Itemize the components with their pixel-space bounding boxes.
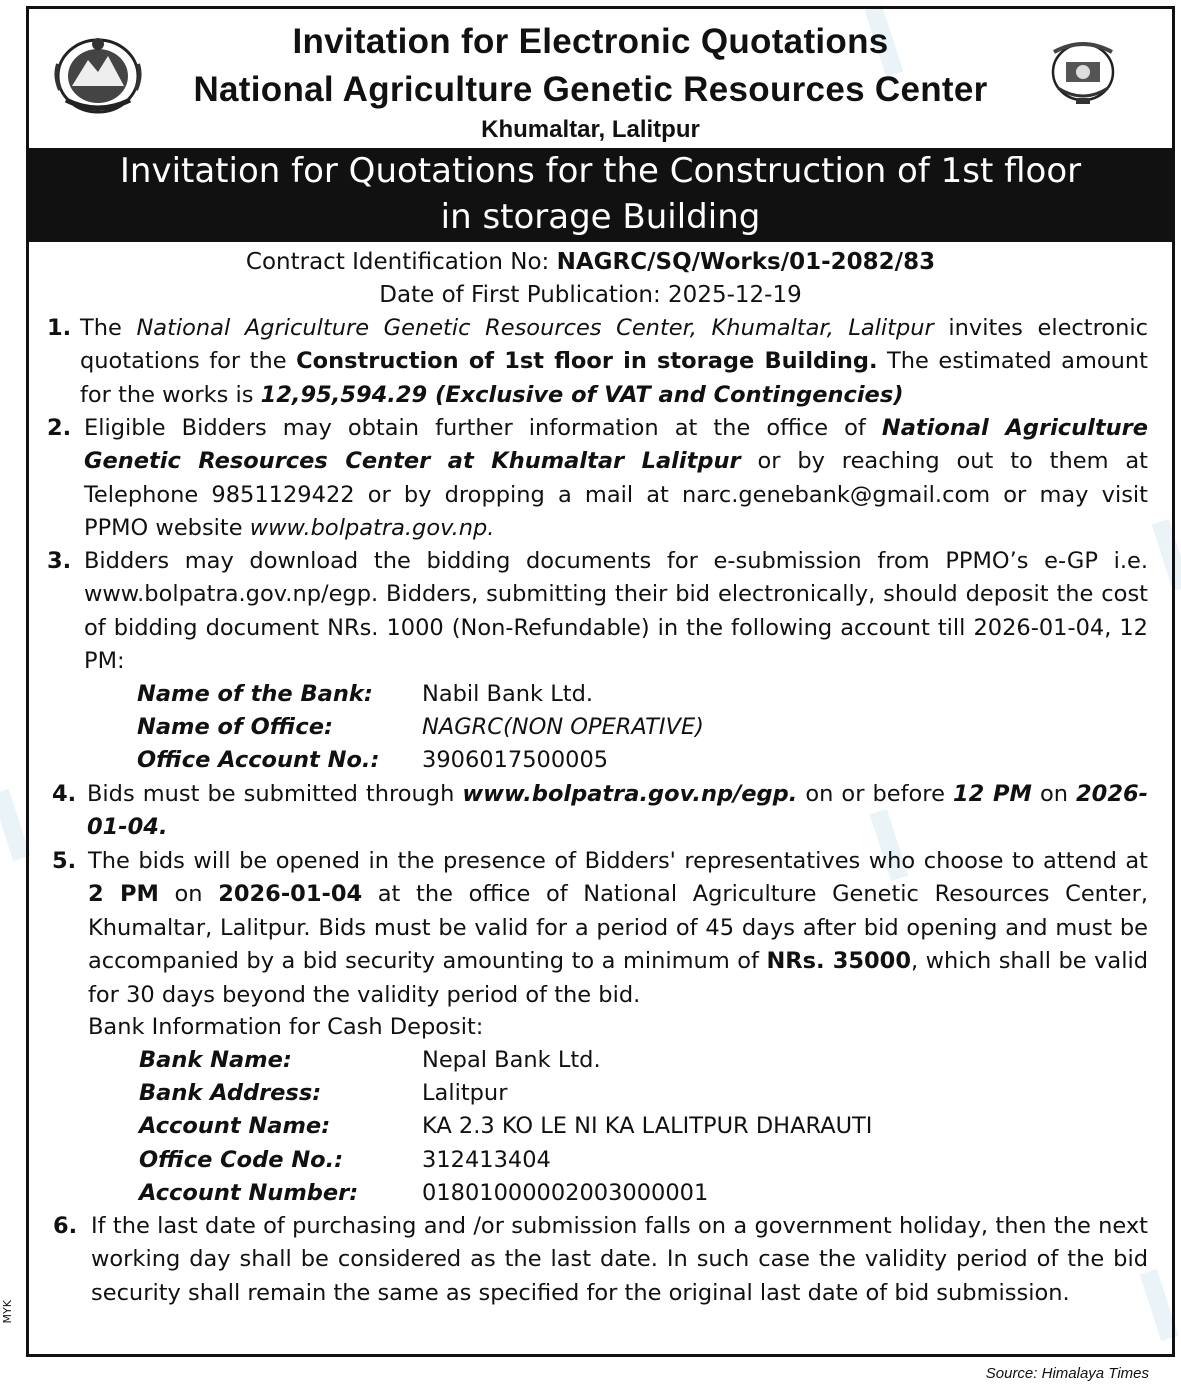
office-code-label: Office Code No.: [139,1147,344,1173]
organization-name: National Agriculture Genetic Resources Center, Khumaltar, Lalitpur [136,315,934,341]
ppmo-website: www.bolpatra.gov.np. [249,515,495,542]
office-name: National Agriculture Genetic Resources Center at Khumaltar Lalitpur [84,415,1149,475]
banner-line-2: in storage Building [440,197,761,237]
office-account-label: Office Account No.: [137,747,380,773]
item-6-text: If the last date of purchasing and /or submission falls on a government holiday, then the next working day shall be considered as the last date. In such case the validity period of the bid security shall remain the same as specified for the original last date of bid submission. [91,1213,1148,1306]
account-number-value: 01801000002003000001 [422,1180,709,1206]
office-account-value: 3906017500005 [422,747,609,773]
print-margin-mark: MYK [1,1300,14,1324]
title-line-1: Invitation for Electronic Quotations [292,22,889,61]
submission-website: www.bolpatra.gov.np/egp. [462,781,798,807]
subject-banner [29,148,1172,242]
item-5-number: 5. [52,848,77,874]
bank-address-value: Lalitpur [422,1080,508,1106]
contract-number: NAGRC/SQ/Works/01-2082/83 [556,249,936,275]
bank-info-heading: Bank Information for Cash Deposit: [88,1014,484,1040]
office-name-label: Name of Office: [137,714,333,740]
publication-date-line [0,279,1181,311]
submission-time: 12 PM [952,781,1032,807]
office-code-value: 312413404 [422,1147,551,1173]
opening-date: 2026-01-04 [218,881,363,908]
source-credit: Source: Himalaya Times [985,1365,1149,1382]
work-name: Construction of 1st floor in storage Building. [296,348,878,375]
item-1-text: The National Agriculture Genetic Resources Center, Khumaltar, Lalitpur invites electronic quotations for the Construction of 1st floor in storage Building. The estimated amount for the works is 12,95,594.29 (Exclusive of VAT and Contingencies) [80,315,1149,408]
estimated-amount: 12,95,594.29 (Exclusive of VAT and Contingencies) [260,381,904,408]
bid-security-amount: NRs. 35000 [766,948,911,975]
submission-date: 2026-01-04. [87,781,1148,841]
publication-date-label: Date of First Publication: [379,282,669,308]
cash-bank-name-value: Nepal Bank Ltd. [422,1047,601,1073]
title-line-2: National Agriculture Genetic Resources Center [193,70,988,109]
bank-name-value: Nabil Bank Ltd. [422,681,594,707]
bank-address-label: Bank Address: [139,1080,322,1106]
location: Khumaltar, Lalitpur [481,116,700,143]
office-name-value: NAGRC(NON OPERATIVE) [422,714,704,740]
item-2-number: 2. [47,415,72,441]
contract-label: Contract Identification No: [245,249,557,275]
item-5-text: The bids will be opened in the presence of Bidders' representatives who choose to attend at 2 PM on 2026-01-04 at the office of National Agriculture Genetic Resources Center, Khumaltar, Lalitpur. Bids must be valid for a period of 45 days after bid opening and must be accompanied by a bid security amounting to a minimum of NRs. 35000, which shall be valid for 30 days beyond the validity period of the bid. [88,848,1148,1008]
bank-name-label: Name of the Bank: [137,681,373,707]
account-name-value: KA 2.3 KO LE NI KA LALITPUR DHARAUTI [422,1113,873,1139]
publication-date: 2025-12-19 [668,282,802,308]
item-6-number: 6. [53,1213,78,1239]
account-number-label: Account Number: [139,1180,359,1206]
item-3-text: Bidders may download the bidding documents for e-submission from PPMO’s e-GP i.e. www.bolpatra.gov.np/egp. Bidders, submitting their bid electronically, should deposit the cost of bidding document NRs. 1000 (Non-Refundable) in the following account till 2026-01-04, 12 PM: [84,548,1148,675]
contract-id-line [0,246,1181,278]
opening-time: 2 PM [88,881,159,908]
banner-line-1: Invitation for Quotations for the Construction of 1st floor [119,151,1082,191]
item-4-text: Bids must be submitted through www.bolpatra.gov.np/egp. on or before 12 PM on 2026-01-04. [87,781,1148,841]
item-3-number: 3. [47,548,72,574]
account-name-label: Account Name: [139,1113,331,1139]
item-4-number: 4. [52,781,77,807]
cash-bank-name-label: Bank Name: [139,1047,292,1073]
item-2-text: Eligible Bidders may obtain further information at the office of National Agriculture Genetic Resources Center at Khumaltar Lalitpur or by reaching out to them at Telephone 9851129422 or by dropping a mail at narc.genebank@gmail.com or may visit PPMO website www.bolpatra.gov.np. [84,415,1149,542]
item-1-number: 1. [47,315,72,341]
